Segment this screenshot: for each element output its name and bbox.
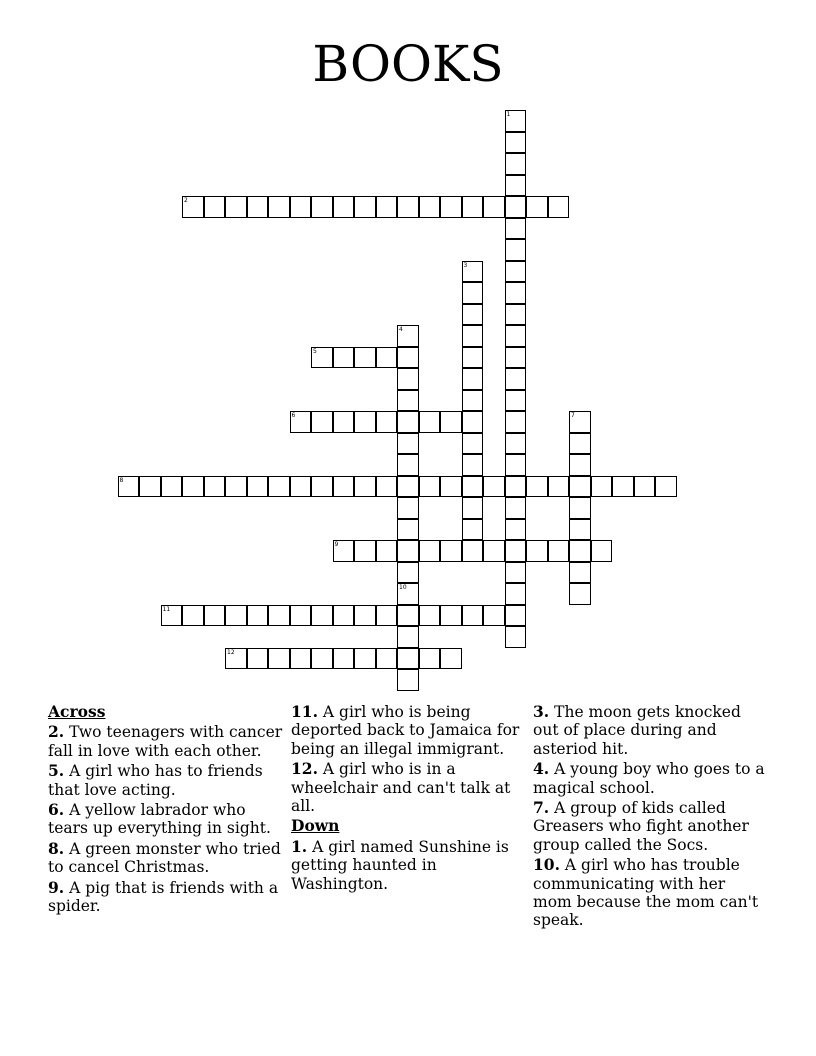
grid-cell[interactable] bbox=[505, 110, 527, 132]
grid-cell[interactable] bbox=[118, 476, 140, 498]
grid-cell[interactable] bbox=[311, 347, 333, 369]
grid-cell[interactable] bbox=[354, 540, 376, 562]
grid-cell[interactable] bbox=[204, 196, 226, 218]
grid-cell[interactable] bbox=[290, 648, 312, 670]
grid-cell[interactable] bbox=[397, 648, 419, 670]
grid-cell[interactable] bbox=[462, 497, 484, 519]
clue-down-7: 7. A group of kids called Greasers who fight another group called the Socs. bbox=[533, 798, 749, 854]
grid-cell[interactable] bbox=[376, 196, 398, 218]
grid-cell[interactable] bbox=[462, 476, 484, 498]
grid-cell[interactable] bbox=[440, 411, 462, 433]
grid-cell[interactable] bbox=[268, 605, 290, 627]
cell-number: 8 bbox=[119, 476, 124, 484]
grid-cell[interactable] bbox=[505, 368, 527, 390]
cell-number: 12 bbox=[227, 648, 235, 656]
grid-cell[interactable] bbox=[247, 476, 269, 498]
grid-cell[interactable] bbox=[462, 411, 484, 433]
grid-cell[interactable] bbox=[505, 153, 527, 175]
grid-cell[interactable] bbox=[505, 497, 527, 519]
grid-cell[interactable] bbox=[569, 454, 591, 476]
clues-column-3 bbox=[533, 703, 768, 932]
grid-cell[interactable] bbox=[591, 540, 613, 562]
grid-cell[interactable] bbox=[462, 196, 484, 218]
down-heading: Down bbox=[291, 816, 340, 836]
grid-cell[interactable] bbox=[505, 218, 527, 240]
grid-cell[interactable] bbox=[591, 476, 613, 498]
grid-cell[interactable] bbox=[225, 605, 247, 627]
grid-cell[interactable] bbox=[290, 196, 312, 218]
grid-cell[interactable] bbox=[505, 282, 527, 304]
grid-cell[interactable] bbox=[333, 476, 355, 498]
grid-cell[interactable] bbox=[505, 454, 527, 476]
grid-cell[interactable] bbox=[397, 540, 419, 562]
grid-cell[interactable] bbox=[290, 476, 312, 498]
clue-across-6: 6. A yellow labrador who tears up everything in sight. bbox=[48, 800, 271, 838]
grid-cell[interactable] bbox=[419, 476, 441, 498]
grid-cell[interactable] bbox=[462, 605, 484, 627]
grid-cell[interactable] bbox=[397, 454, 419, 476]
grid-cell[interactable] bbox=[397, 325, 419, 347]
grid-cell[interactable] bbox=[526, 540, 548, 562]
grid-cell[interactable] bbox=[505, 132, 527, 154]
grid-cell[interactable] bbox=[419, 648, 441, 670]
grid-cell[interactable] bbox=[634, 476, 656, 498]
clue-down-3: 3. The moon gets knocked out of place during and asteriod hit. bbox=[533, 702, 741, 758]
cell-number: 5 bbox=[313, 347, 317, 355]
grid-cell[interactable] bbox=[397, 519, 419, 541]
cell-number: 11 bbox=[162, 605, 171, 613]
cell-number: 9 bbox=[334, 541, 339, 548]
grid-cell[interactable] bbox=[483, 476, 505, 498]
grid-cell[interactable] bbox=[569, 411, 591, 433]
grid-cell[interactable] bbox=[569, 583, 591, 605]
grid-cell[interactable] bbox=[333, 648, 355, 670]
cell-number: 1 bbox=[506, 111, 511, 118]
clue-across-12: 12. A girl who is in a wheelchair and can't talk at all. bbox=[291, 759, 511, 816]
grid-cell[interactable] bbox=[462, 368, 484, 390]
grid-cell[interactable] bbox=[419, 605, 441, 627]
grid-cell[interactable] bbox=[333, 540, 355, 562]
grid-cell[interactable] bbox=[440, 196, 462, 218]
grid-cell[interactable] bbox=[290, 411, 312, 433]
cell-number: 3 bbox=[463, 261, 468, 269]
clue-across-8: 8. A green monster who tried to cancel Christmas. bbox=[48, 838, 281, 877]
grid-cell[interactable] bbox=[354, 411, 376, 433]
grid-cell[interactable] bbox=[161, 605, 183, 627]
grid-cell[interactable] bbox=[483, 196, 505, 218]
grid-cell[interactable] bbox=[204, 476, 226, 498]
grid-cell[interactable] bbox=[354, 196, 376, 218]
grid-cell[interactable] bbox=[376, 648, 398, 670]
grid-cell[interactable] bbox=[505, 175, 527, 197]
grid-cell[interactable] bbox=[397, 626, 419, 648]
grid-cell[interactable] bbox=[333, 347, 355, 369]
grid-cell[interactable] bbox=[505, 540, 527, 562]
grid-cell[interactable] bbox=[569, 540, 591, 562]
across-heading: Across bbox=[48, 702, 106, 721]
grid-cell[interactable] bbox=[311, 411, 333, 433]
grid-cell[interactable] bbox=[333, 605, 355, 627]
clue-across-5: 5. A girl who has to friends that love acting. bbox=[48, 761, 263, 799]
grid-cell[interactable] bbox=[397, 669, 419, 691]
grid-cell[interactable] bbox=[397, 196, 419, 218]
grid-cell[interactable] bbox=[354, 648, 376, 670]
grid-cell[interactable] bbox=[397, 562, 419, 584]
grid-cell[interactable] bbox=[397, 583, 419, 605]
grid-cell[interactable] bbox=[225, 648, 247, 670]
grid-cell[interactable] bbox=[655, 476, 677, 498]
grid-cell[interactable] bbox=[440, 605, 462, 627]
grid-cell[interactable] bbox=[505, 476, 527, 498]
grid-cell[interactable] bbox=[397, 368, 419, 390]
grid-cell[interactable] bbox=[397, 476, 419, 498]
grid-cell[interactable] bbox=[569, 476, 591, 498]
grid-cell[interactable] bbox=[333, 196, 355, 218]
grid-cell[interactable] bbox=[311, 648, 333, 670]
clue-across-2: 2. Two teenagers with cancer fall in love with each other. bbox=[48, 722, 283, 760]
grid-cell[interactable] bbox=[505, 325, 527, 347]
grid-cell[interactable] bbox=[376, 540, 398, 562]
grid-cell[interactable] bbox=[462, 540, 484, 562]
grid-cell[interactable] bbox=[354, 347, 376, 369]
grid-cell[interactable] bbox=[419, 196, 441, 218]
grid-cell[interactable] bbox=[376, 347, 398, 369]
grid-cell[interactable] bbox=[376, 476, 398, 498]
clues-column-2 bbox=[291, 703, 526, 895]
grid-cell[interactable] bbox=[397, 390, 419, 412]
grid-cell[interactable] bbox=[612, 476, 634, 498]
grid-cell[interactable] bbox=[505, 562, 527, 584]
grid-cell[interactable] bbox=[569, 562, 591, 584]
grid-cell[interactable] bbox=[247, 196, 269, 218]
grid-cell[interactable] bbox=[397, 433, 419, 455]
grid-cell[interactable] bbox=[268, 196, 290, 218]
grid-cell[interactable] bbox=[505, 583, 527, 605]
grid-cell[interactable] bbox=[182, 476, 204, 498]
grid-cell[interactable] bbox=[333, 411, 355, 433]
grid-cell[interactable] bbox=[505, 519, 527, 541]
grid-cell[interactable] bbox=[462, 261, 484, 283]
grid-cell[interactable] bbox=[419, 411, 441, 433]
grid-cell[interactable] bbox=[505, 433, 527, 455]
grid-cell[interactable] bbox=[462, 433, 484, 455]
grid-cell[interactable] bbox=[419, 540, 441, 562]
cell-number: 2 bbox=[184, 197, 188, 204]
grid-cell[interactable] bbox=[397, 347, 419, 369]
grid-cell[interactable] bbox=[483, 605, 505, 627]
grid-cell[interactable] bbox=[526, 476, 548, 498]
grid-cell[interactable] bbox=[225, 476, 247, 498]
grid-cell[interactable] bbox=[161, 476, 183, 498]
grid-cell[interactable] bbox=[440, 648, 462, 670]
grid-cell[interactable] bbox=[225, 196, 247, 218]
grid-cell[interactable] bbox=[440, 540, 462, 562]
puzzle-title: BOOKS bbox=[312, 35, 504, 93]
clue-across-9: 9. A pig that is friends with a spider. bbox=[48, 877, 279, 916]
grid-cell[interactable] bbox=[505, 347, 527, 369]
grid-cell[interactable] bbox=[397, 497, 419, 519]
grid-cell[interactable] bbox=[290, 605, 312, 627]
cell-number: 4 bbox=[399, 326, 403, 333]
grid-cell[interactable] bbox=[462, 347, 484, 369]
grid-cell[interactable] bbox=[505, 390, 527, 412]
grid-cell[interactable] bbox=[247, 648, 269, 670]
grid-cell[interactable] bbox=[462, 325, 484, 347]
grid-cell[interactable] bbox=[505, 411, 527, 433]
grid-cell[interactable] bbox=[354, 605, 376, 627]
grid-cell[interactable] bbox=[505, 196, 527, 218]
grid-cell[interactable] bbox=[526, 196, 548, 218]
grid-cell[interactable] bbox=[483, 540, 505, 562]
grid-cell[interactable] bbox=[376, 411, 398, 433]
clue-down-1: 1. A girl named Sunshine is getting haunted in Washington. bbox=[291, 836, 509, 893]
grid-cell[interactable] bbox=[505, 626, 527, 648]
grid-cell[interactable] bbox=[268, 476, 290, 498]
grid-cell[interactable] bbox=[569, 433, 591, 455]
grid-cell[interactable] bbox=[569, 519, 591, 541]
grid-cell[interactable] bbox=[397, 605, 419, 627]
grid-cell[interactable] bbox=[462, 519, 484, 541]
grid-cell[interactable] bbox=[462, 304, 484, 326]
grid-cell[interactable] bbox=[311, 605, 333, 627]
grid-cell[interactable] bbox=[139, 476, 161, 498]
clue-across-11: 11. A girl who is being deported back to Jamaica for being an illegal immigrant. bbox=[291, 702, 520, 758]
grid-cell[interactable] bbox=[462, 282, 484, 304]
grid-cell[interactable] bbox=[505, 304, 527, 326]
grid-cell[interactable] bbox=[548, 476, 570, 498]
cell-number: 7 bbox=[571, 412, 575, 419]
grid-cell[interactable] bbox=[354, 476, 376, 498]
grid-cell[interactable] bbox=[247, 605, 269, 627]
grid-cell[interactable] bbox=[462, 390, 484, 412]
grid-cell[interactable] bbox=[397, 411, 419, 433]
grid-cell[interactable] bbox=[182, 605, 204, 627]
grid-cell[interactable] bbox=[569, 497, 591, 519]
grid-cell[interactable] bbox=[462, 454, 484, 476]
grid-cell[interactable] bbox=[268, 648, 290, 670]
cell-number: 6 bbox=[291, 412, 296, 419]
grid-cell[interactable] bbox=[505, 239, 527, 261]
clue-down-10: 10. A girl who has trouble communicating with her mom because the mom can't speak. bbox=[533, 855, 759, 930]
grid-cell[interactable] bbox=[548, 196, 570, 218]
grid-cell[interactable] bbox=[311, 196, 333, 218]
clue-down-4: 4. A young boy who goes to a magical school. bbox=[533, 759, 765, 797]
grid-cell[interactable] bbox=[440, 476, 462, 498]
grid-cell[interactable] bbox=[376, 605, 398, 627]
clues-column-1 bbox=[48, 703, 283, 917]
grid-cell[interactable] bbox=[505, 261, 527, 283]
grid-cell[interactable] bbox=[204, 605, 226, 627]
cell-number: 10 bbox=[399, 584, 407, 591]
grid-cell[interactable] bbox=[311, 476, 333, 498]
grid-cell[interactable] bbox=[548, 540, 570, 562]
grid-cell[interactable] bbox=[505, 605, 527, 627]
grid-cell[interactable] bbox=[182, 196, 204, 218]
